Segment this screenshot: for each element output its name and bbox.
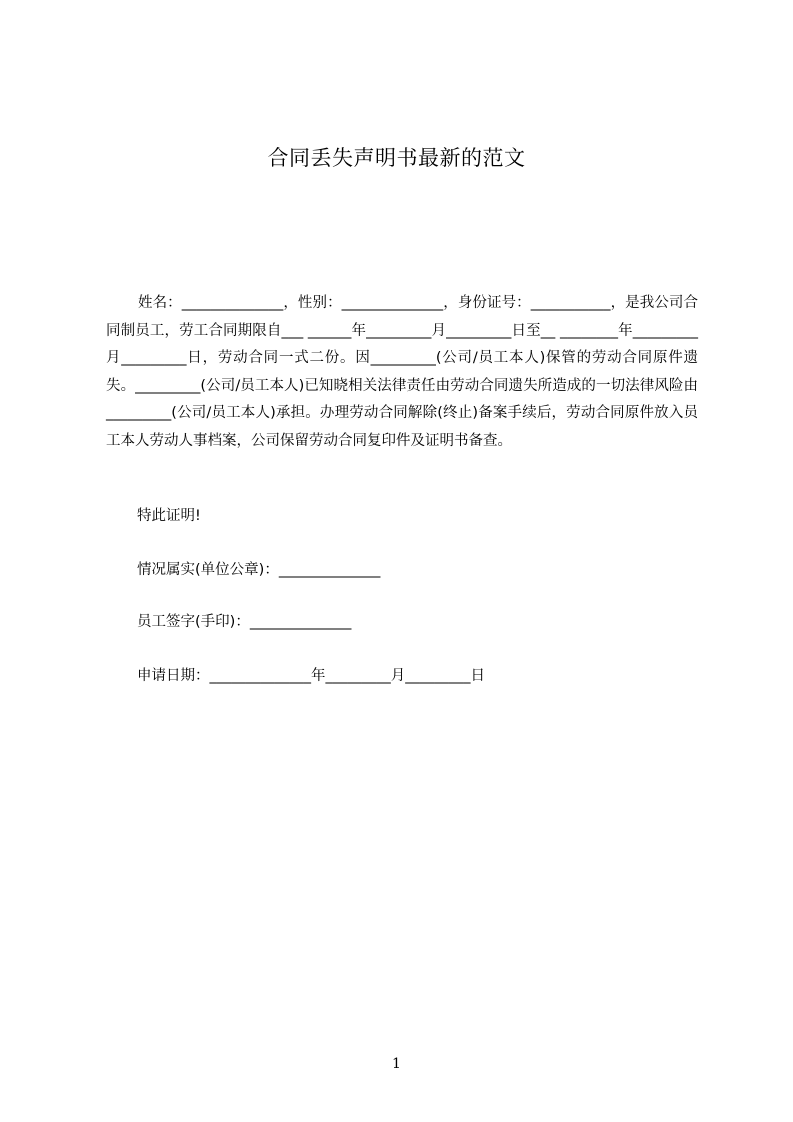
- verify-seal-line: 情况属实(单位公章)：______________: [137, 562, 381, 578]
- employee-signature-line: 员工签字(手印)：______________: [137, 614, 352, 630]
- statement-body: [106, 290, 698, 456]
- statement-paragraph: 姓名：______________，性别：______________，身份证号：___________，是我公司合同制员工，劳工合同期限自___ ______年_________月_________日至__ ________年_________月_________日，劳动合同一式二份。因_________(公司/员工本人)保管的劳动合同原件遗失。_________(公司/员工本人)已知晓相关法律责任由劳动合同遗失所造成的一切法律风险由_________(公司/员工本人)承担。办理劳动合同解除(终止)备案手续后，劳动合同原件放入员工本人劳动人事档案，公司保留劳动合同复印件及证明书备查。: [106, 295, 698, 449]
- document-title: 合同丢失声明书最新的范文: [267, 146, 526, 170]
- apply-date-line: 申请日期：______________年_________月_________日: [137, 668, 485, 684]
- page-number: 1: [392, 1056, 401, 1072]
- certify-line: 特此证明!: [137, 508, 201, 524]
